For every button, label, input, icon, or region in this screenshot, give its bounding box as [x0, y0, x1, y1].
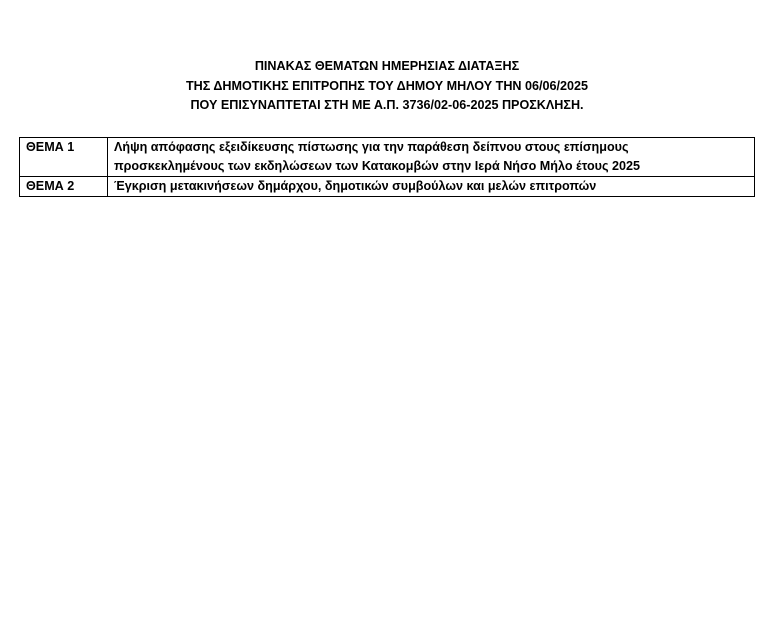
agenda-table: [19, 137, 755, 197]
agenda-item-number: ΘΕΜΑ 1: [20, 138, 108, 177]
document-heading: [0, 57, 774, 116]
heading-line-1: ΠΙΝΑΚΑΣ ΘΕΜΑΤΩΝ ΗΜΕΡΗΣΙΑΣ ΔΙΑΤΑΞΗΣ: [254, 59, 520, 73]
agenda-item-line: Λήψη απόφασης εξειδίκευσης πίστωσης για την παράθεση δείπνου στους επίσημους: [114, 140, 629, 154]
agenda-item-description: [108, 138, 755, 177]
heading-line-3: ΠΟΥ ΕΠΙΣΥΝΑΠΤΕΤΑΙ ΣΤΗ ΜΕ Α.Π. 3736/02-06-2025 ΠΡΟΣΚΛΗΣΗ.: [190, 98, 584, 112]
table-row: [20, 177, 755, 197]
heading-line-2: ΤΗΣ ΔΗΜΟΤΙΚΗΣ ΕΠΙΤΡΟΠΗΣ ΤΟΥ ΔΗΜΟΥ ΜΗΛΟΥ ΤΗΝ 06/06/2025: [185, 78, 589, 93]
agenda-item-number: ΘΕΜΑ 2: [20, 177, 108, 197]
agenda-item-line: προσκεκλημένους των εκδηλώσεων των Κατακομβών στην Ιερά Νήσο Μήλο έτους 2025: [114, 159, 641, 173]
agenda-item-description: [108, 177, 755, 197]
table-row: [20, 138, 755, 177]
agenda-item-line: Έγκριση μετακινήσεων δημάρχου, δημοτικών συμβούλων και μελών επιτροπών: [114, 179, 597, 193]
